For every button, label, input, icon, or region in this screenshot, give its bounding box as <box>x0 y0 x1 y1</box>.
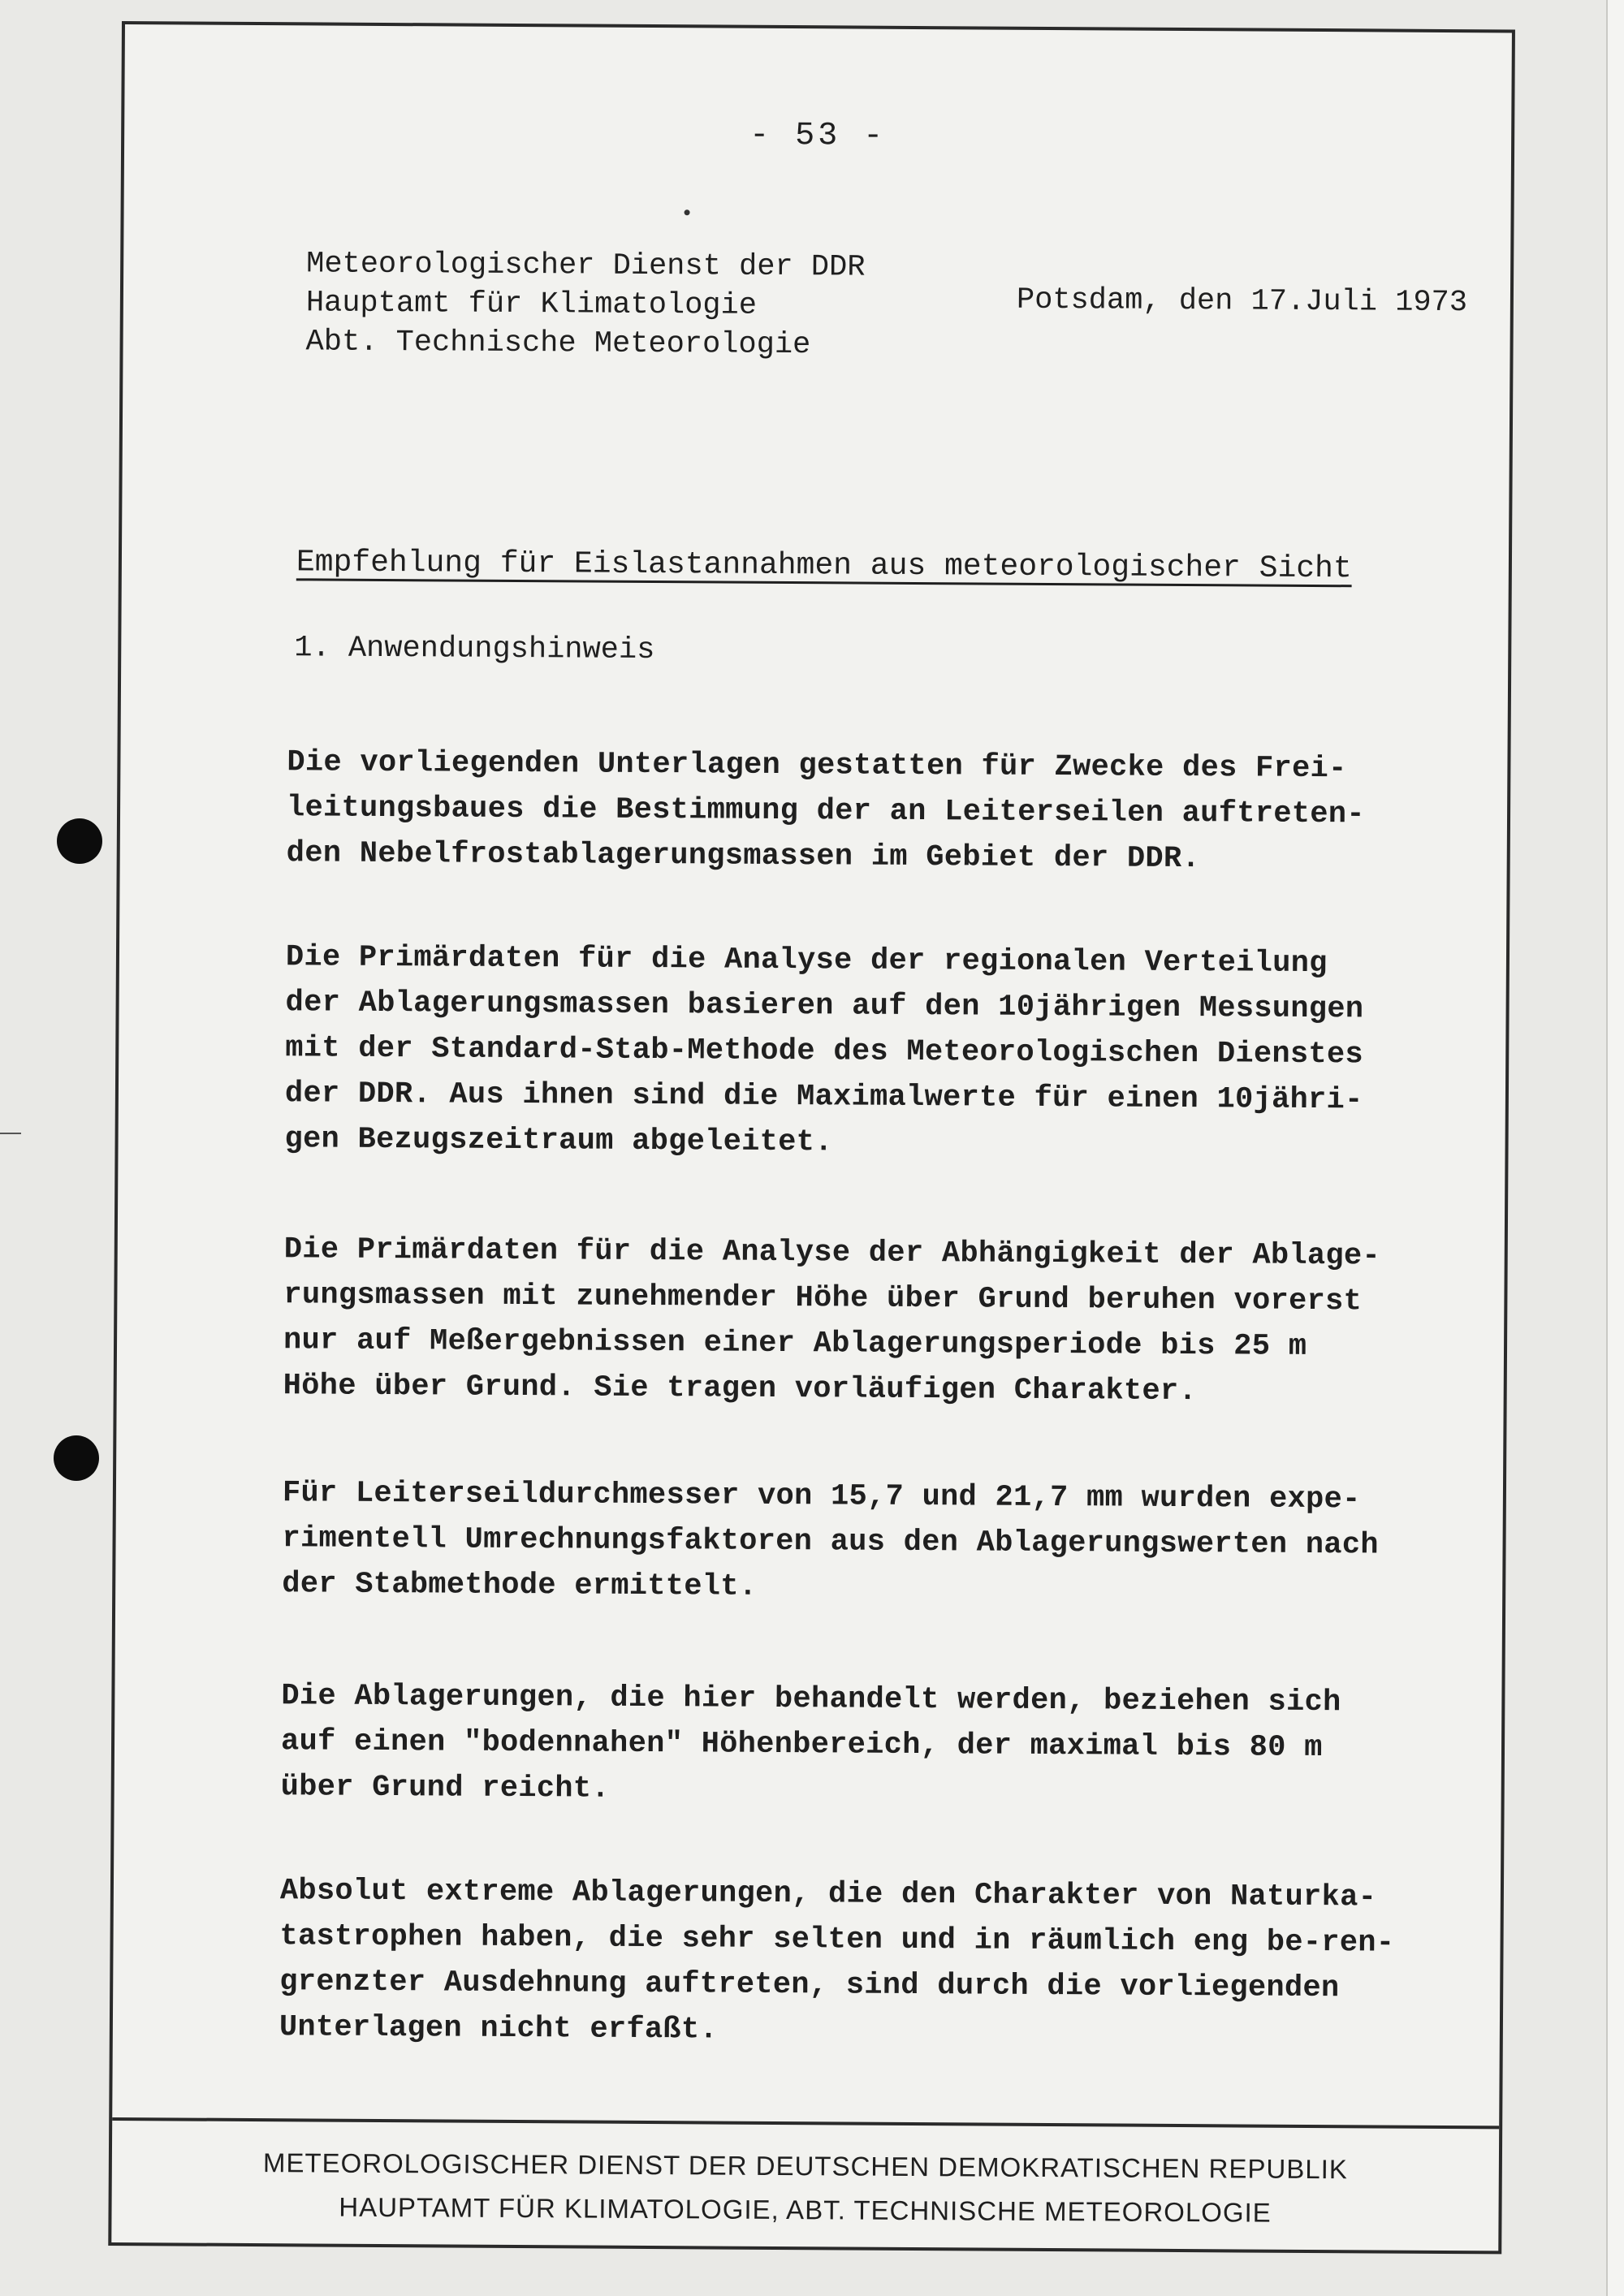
paragraph-3 <box>283 1227 1381 1415</box>
ink-dot <box>685 209 690 215</box>
text-line: Die Primärdaten für die Analyse der regionalen Verteilung <box>285 940 1328 982</box>
document-title: Empfehlung für Eislastannahmen aus meteorologischer Sicht <box>296 545 1352 587</box>
letterhead-line: Meteorologischer Dienst der DDR <box>306 247 866 285</box>
paragraph-1 <box>287 740 1366 883</box>
paragraph-6 <box>279 1868 1395 2056</box>
margin-tick <box>0 1133 21 1134</box>
text-line: grenzter Ausdehnung auftreten, sind durch die vorliegenden <box>279 1965 1340 2006</box>
letterhead <box>305 244 865 365</box>
paragraph-4 <box>282 1470 1379 1613</box>
letterhead-line: Hauptamt für Klimatologie <box>305 286 758 323</box>
paragraph-5 <box>281 1673 1341 1816</box>
footer <box>111 2140 1499 2236</box>
text-line: gen Bezugszeitraum abgeleitet. <box>284 1122 833 1160</box>
text-line: der Stabmethode ermittelt. <box>282 1567 758 1604</box>
text-line: Höhe über Grund. Sie tragen vorläufigen Charakter. <box>283 1369 1198 1409</box>
text-line: Für Leiterseildurchmesser von 15,7 und 21,7 mm wurden expe- <box>282 1476 1361 1517</box>
text-line: der DDR. Aus ihnen sind die Maximalwerte für einen 10jähri- <box>284 1077 1363 1118</box>
punch-hole-top <box>57 818 102 864</box>
text-line: Die Ablagerungen, die hier behandelt werden, beziehen sich <box>281 1679 1341 1720</box>
letterhead-line: Abt. Technische Meteorologie <box>305 325 811 363</box>
footer-line-2: HAUPTAMT FÜR KLIMATOLOGIE, ABT. TECHNISCHE METEOROLOGIE <box>339 2191 1272 2228</box>
text-line: über Grund reicht. <box>280 1770 610 1806</box>
footer-rule <box>112 2117 1499 2129</box>
footer-line-1: METEOROLOGISCHER DIENST DER DEUTSCHEN DEMOKRATISCHEN REPUBLIK <box>262 2147 1348 2185</box>
text-line: Die vorliegenden Unterlagen gestatten für Zwecke des Frei- <box>287 745 1347 787</box>
text-line: nur auf Meßergebnissen einer Ablagerungsperiode bis 25 m <box>283 1323 1307 1364</box>
text-line: rungsmassen mit zunehmender Höhe über Grund beruhen vorerst <box>283 1278 1363 1319</box>
paragraph-2 <box>284 934 1363 1168</box>
text-line: rimentell Umrechnungsfaktoren aus den Ablagerungswerten nach <box>282 1521 1379 1563</box>
text-line: mit der Standard-Stab-Methode des Meteorologischen Dienstes <box>285 1031 1364 1072</box>
text-line: leitungsbaues die Bestimmung der an Leiterseilen auftreten- <box>286 791 1365 832</box>
text-line: Unterlagen nicht erfaßt. <box>279 2010 719 2048</box>
text-line: Die Primärdaten für die Analyse der Abhängigkeit der Ablage- <box>283 1232 1381 1274</box>
punch-hole-bottom <box>54 1435 99 1481</box>
text-line: Absolut extreme Ablagerungen, die den Charakter von Naturka- <box>279 1874 1377 1915</box>
text-line: der Ablagerungsmassen basieren auf den 10jährigen Messungen <box>285 986 1364 1027</box>
page-edge <box>1606 0 1624 2296</box>
text-line: tastrophen haben, die sehr selten und in räumlich eng be-ren- <box>279 1919 1395 1961</box>
text-line: auf einen "bodennahen" Höhenbereich, der maximal bis 80 m <box>280 1724 1323 1766</box>
place-date: Potsdam, den 17.Juli 1973 <box>1016 283 1468 321</box>
document-frame <box>108 21 1515 2254</box>
page-number: - 53 - <box>749 117 887 155</box>
text-line: den Nebelfrostablagerungsmassen im Gebiet der DDR. <box>286 836 1201 877</box>
section-heading: 1. Anwendungshinweis <box>294 631 655 668</box>
